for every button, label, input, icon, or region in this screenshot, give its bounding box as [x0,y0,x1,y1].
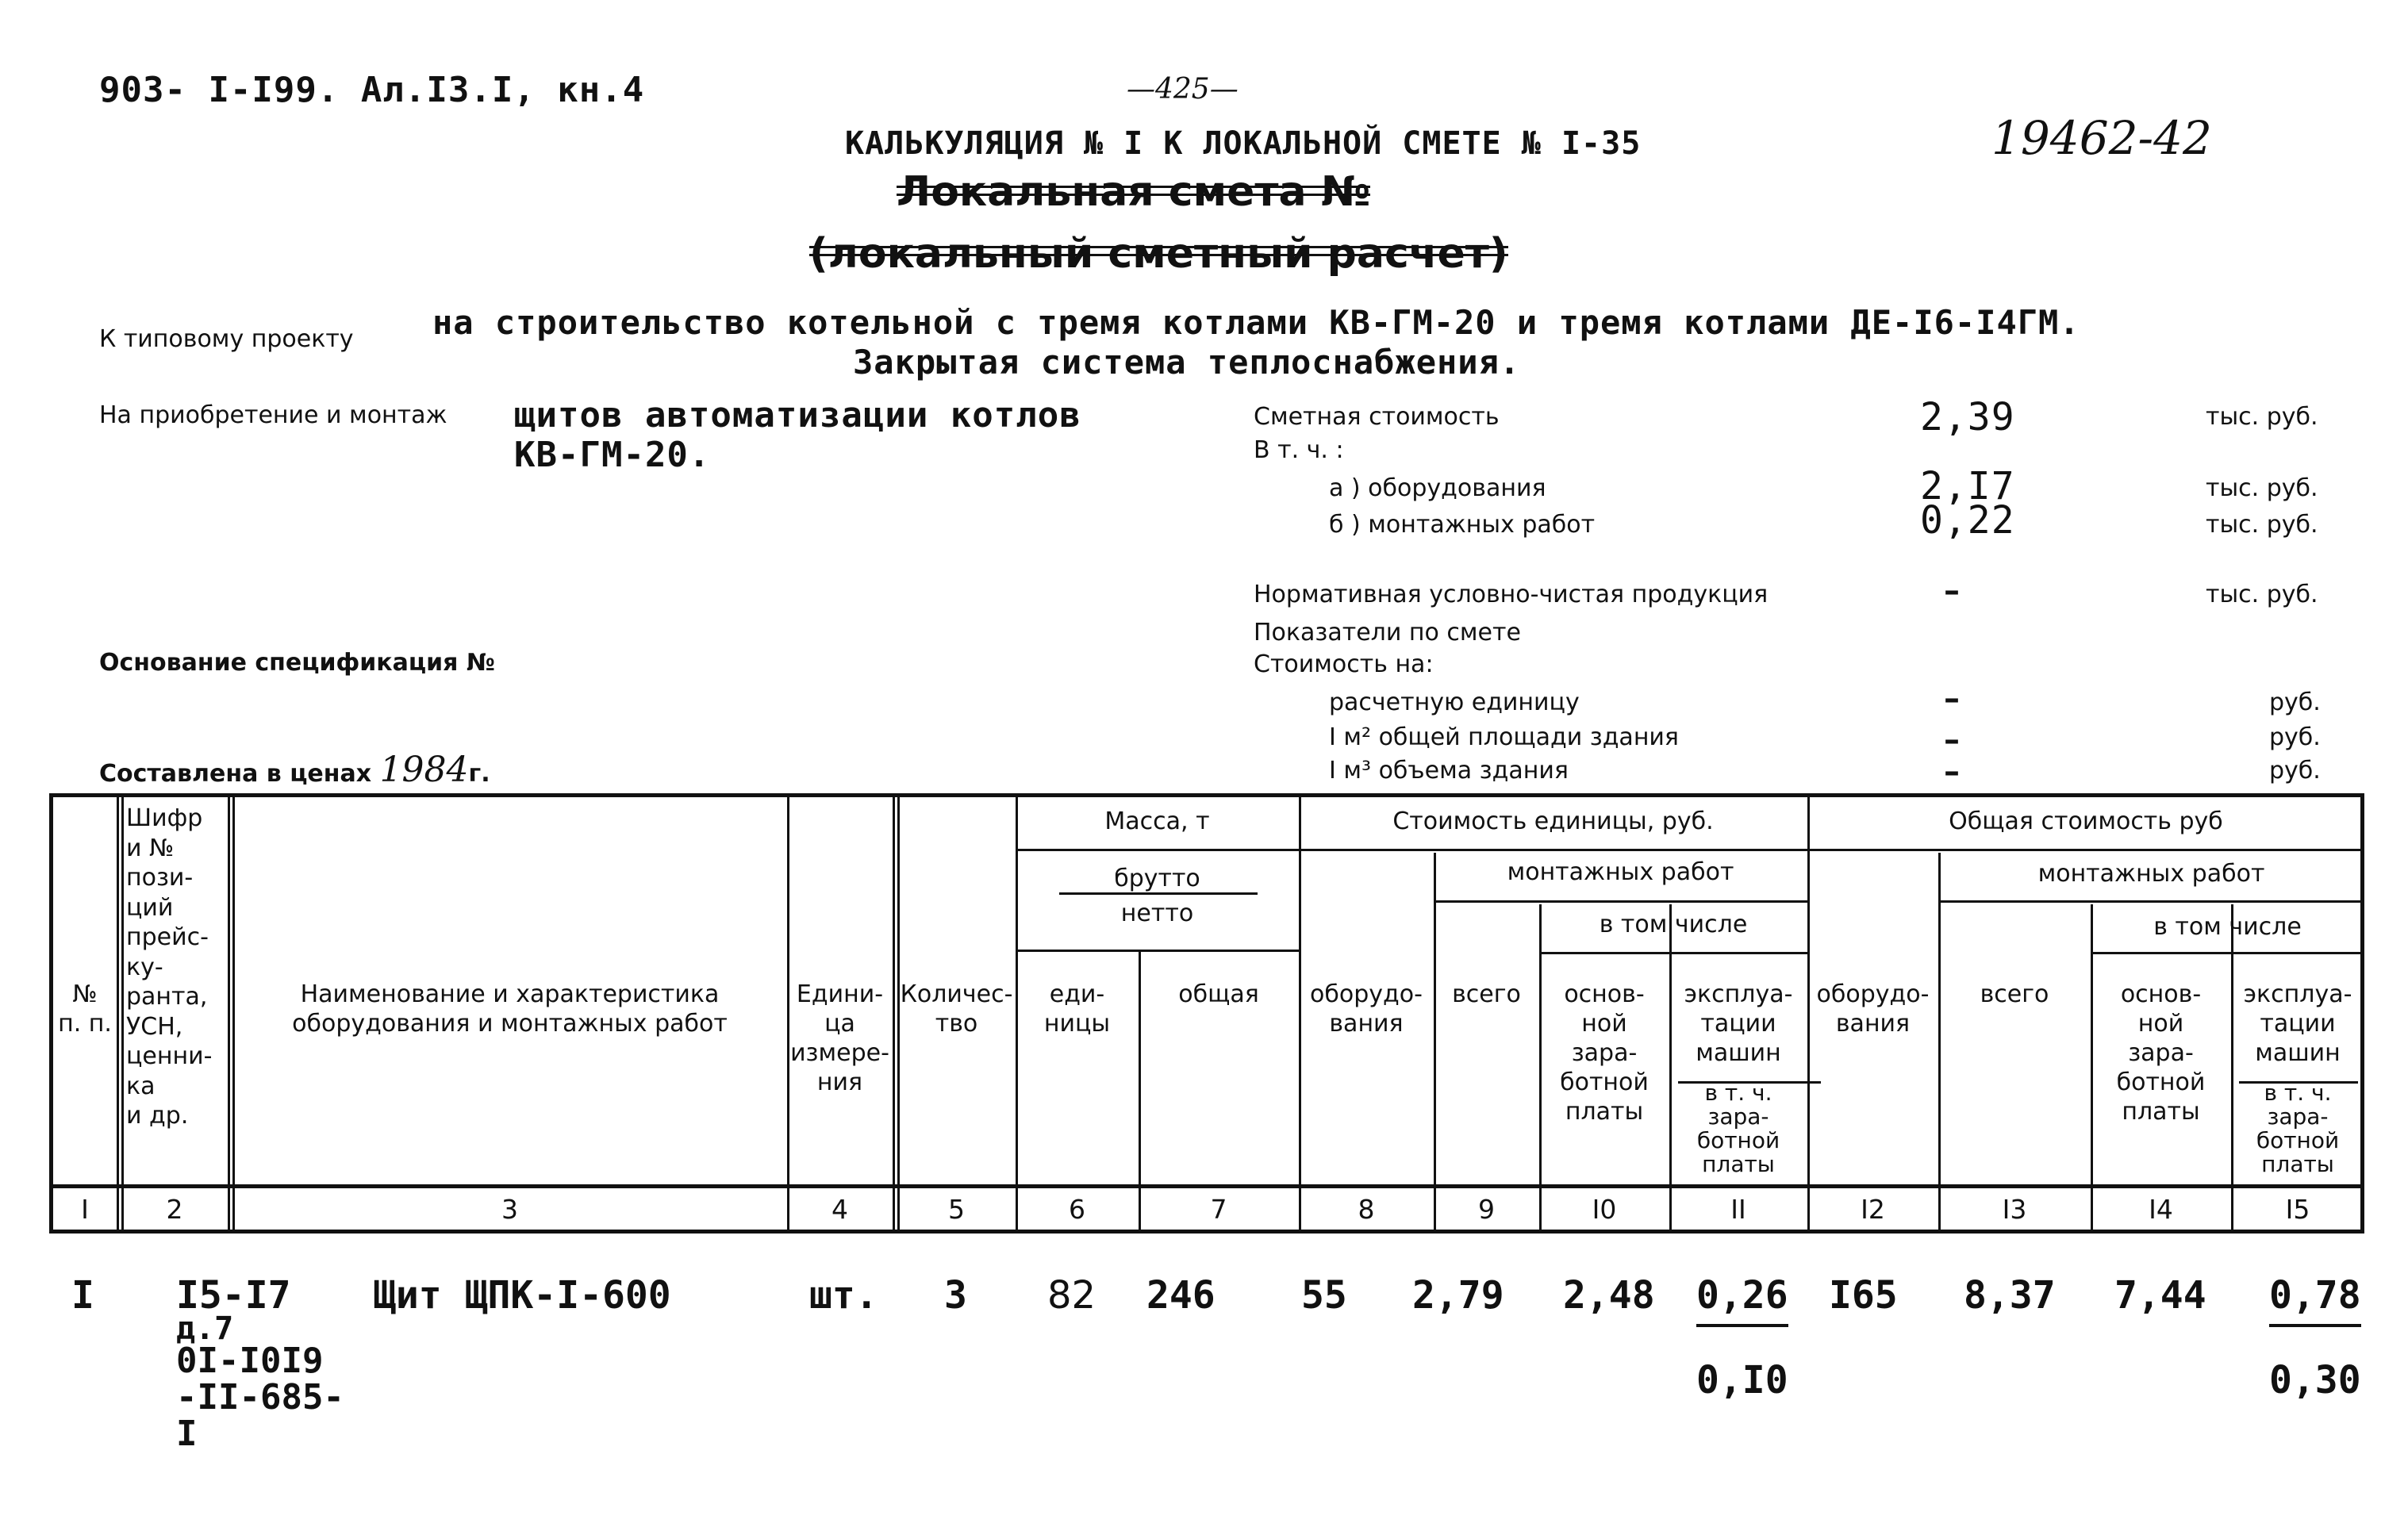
header-total-install-total: всего [1980,980,2049,1008]
purchase-value-line1: щитов автоматизации котлов [514,395,1081,435]
row-install-total: 8,37 [1964,1273,2056,1318]
row-wage-total: 7,44 [2114,1273,2206,1318]
document-code: 903- I-I99. Ал.I3.I, кн.4 [99,70,645,110]
header-mass: Масса, т [1104,808,1210,835]
per-unit-dash: – [1944,681,1960,717]
header-code: Шифр и № пози- ций прейс- ку- ранта, УСН, ценни- ка и др. [126,804,213,1130]
header-mass-unit: еди- ницы [1043,980,1111,1038]
struck-title-local-estimate: Локальная смета № [897,168,1371,216]
col-number: I2 [1861,1194,1885,1225]
per-unit-label: расчетную единицу [1329,689,1580,716]
calculation-title: КАЛЬКУЛЯЦИЯ № I К ЛОКАЛЬНОЙ СМЕТЕ № I-35 [845,125,1642,162]
row-wage-unit: 2,48 [1563,1273,1655,1318]
unit-thousand-rub-2: тыс. руб. [2206,474,2318,502]
row-code-line5: I [176,1414,198,1454]
row-code-line3: 0I-I0I9 [176,1341,324,1381]
header-total-including: в том числе [2153,913,2302,941]
col-number: 7 [1210,1194,1227,1225]
header-name: Наименование и характеристика оборудования и монтажных работ [292,980,728,1038]
row-code-line2: д.7 [176,1310,234,1347]
row-name: Щит ЩПК-I-600 [373,1273,671,1318]
header-qty: Количес- тво [900,980,1013,1038]
col-number: II [1730,1194,1746,1225]
purchase-value-line2: КВ-ГМ-20. [514,435,711,475]
installation-cost-label: б ) монтажных работ [1329,511,1596,539]
row-machine-unit: 0,26 [1696,1273,1788,1327]
row-code-line4: -II-685- [176,1377,344,1418]
header-unit-install: монтажных работ [1507,858,1734,886]
col-number: I3 [2002,1194,2027,1225]
unit-thousand-rub-1: тыс. руб. [2206,403,2318,431]
col-number: I0 [1592,1194,1617,1225]
header-num: № п. п. [58,980,112,1038]
header-mass-total: общая [1178,980,1259,1008]
header-unit-cost: Стоимость единицы, руб. [1392,808,1714,835]
col-number: 4 [831,1194,848,1225]
col-number: 9 [1478,1194,1495,1225]
header-brutto: брутто [1114,865,1200,892]
estimated-cost-value: 2,39 [1920,395,2015,439]
unit-thousand-rub-3: тыс. руб. [2206,511,2318,539]
row-mass-total: 246 [1146,1273,1216,1318]
row-num: I [71,1273,94,1318]
header-unit-incl-wage: в т. ч. зара- ботной платы [1696,1080,1780,1177]
including-label: В т. ч. : [1254,436,1344,464]
col-number: 3 [501,1194,518,1225]
row-machine-total: 0,78 [2269,1273,2361,1327]
purchase-label: На приобретение и монтаж [99,401,447,429]
per-m3-label: I м³ объема здания [1329,757,1569,785]
col-number: I5 [2285,1194,2310,1225]
row-unit: шт. [809,1273,878,1318]
header-total-equipment: оборудо- вания [1816,980,1930,1038]
per-m2-label: I м² общей площади здания [1329,723,1679,751]
row-equip-unit: 55 [1301,1273,1347,1318]
col-number: 6 [1069,1194,1085,1225]
project-description-line1: на строительство котельной с тремя котлами КВ-ГМ-20 и тремя котлами ДЕ-I6-I4ГМ. [432,303,2080,342]
typical-project-label: К типовому проекту [99,325,354,353]
row-machine-wage-unit: 0,I0 [1696,1358,1788,1402]
handwritten-number: 19462-42 [1991,111,2212,165]
row-code-line1: I5-I7 [176,1273,291,1318]
row-equip-total: I65 [1829,1273,1898,1318]
col-number: 2 [166,1194,183,1225]
col-number: 8 [1358,1194,1375,1225]
equipment-cost-label: а ) оборудования [1329,474,1546,502]
col-number: I [81,1194,89,1225]
basis-label: Основание спецификация № [99,649,495,677]
row-install-unit: 2,79 [1412,1273,1504,1318]
header-unit-including: в том числе [1599,911,1748,938]
row-machine-wage-total: 0,30 [2269,1358,2361,1402]
col-number: 5 [948,1194,965,1225]
struck-title-local-calculation: (локальный сметный расчет) [809,230,1508,278]
unit-thousand-rub-4: тыс. руб. [2206,581,2318,608]
header-total-install: монтажных работ [2037,860,2265,888]
installation-cost-value: 0,22 [1920,498,2015,543]
page-number: —425— [1127,73,1239,106]
normative-production-dash: – [1944,573,1960,609]
header-total-cost: Общая стоимость руб [1949,808,2223,835]
per-m3-dash: – [1944,754,1960,790]
row-qty: 3 [944,1273,967,1318]
header-unit-install-total: всего [1452,980,1521,1008]
equipment-cost-value: 2,I7 [1920,464,2015,508]
prices-year: 1984 [379,750,469,790]
per-m2-dash: – [1944,722,1960,758]
unit-rub-2: руб. [2269,723,2321,751]
project-description-line2: Закрытая система теплоснабжения. [853,343,1521,382]
header-unit-machine-ops: эксплуа- тации машин [1684,980,1793,1067]
header-total-incl-wage: в т. ч. зара- ботной платы [2256,1080,2340,1177]
cost-per-label: Стоимость на: [1254,650,1434,678]
estimate-table [49,793,2364,1233]
unit-rub-3: руб. [2269,757,2321,785]
header-total-basic-wage: основ- ной зара- ботной платы [2116,980,2206,1126]
header-unit-equipment: оборудо- вания [1310,980,1423,1038]
row-mass-unit: 82 [1047,1273,1096,1318]
header-netto: нетто [1120,900,1194,927]
estimated-cost-label: Сметная стоимость [1254,403,1500,431]
unit-rub-1: руб. [2269,689,2321,716]
normative-production-label: Нормативная условно-чистая продукция [1254,581,1769,608]
header-unit-basic-wage: основ- ной зара- ботной платы [1560,980,1649,1126]
prices-line: Составлена в ценах 1984г. [99,750,490,790]
header-total-machine-ops: эксплуа- тации машин [2243,980,2352,1067]
header-unit: Едини- ца измере- ния [790,980,889,1096]
col-number: I4 [2149,1194,2173,1225]
indicators-label: Показатели по смете [1254,619,1521,646]
